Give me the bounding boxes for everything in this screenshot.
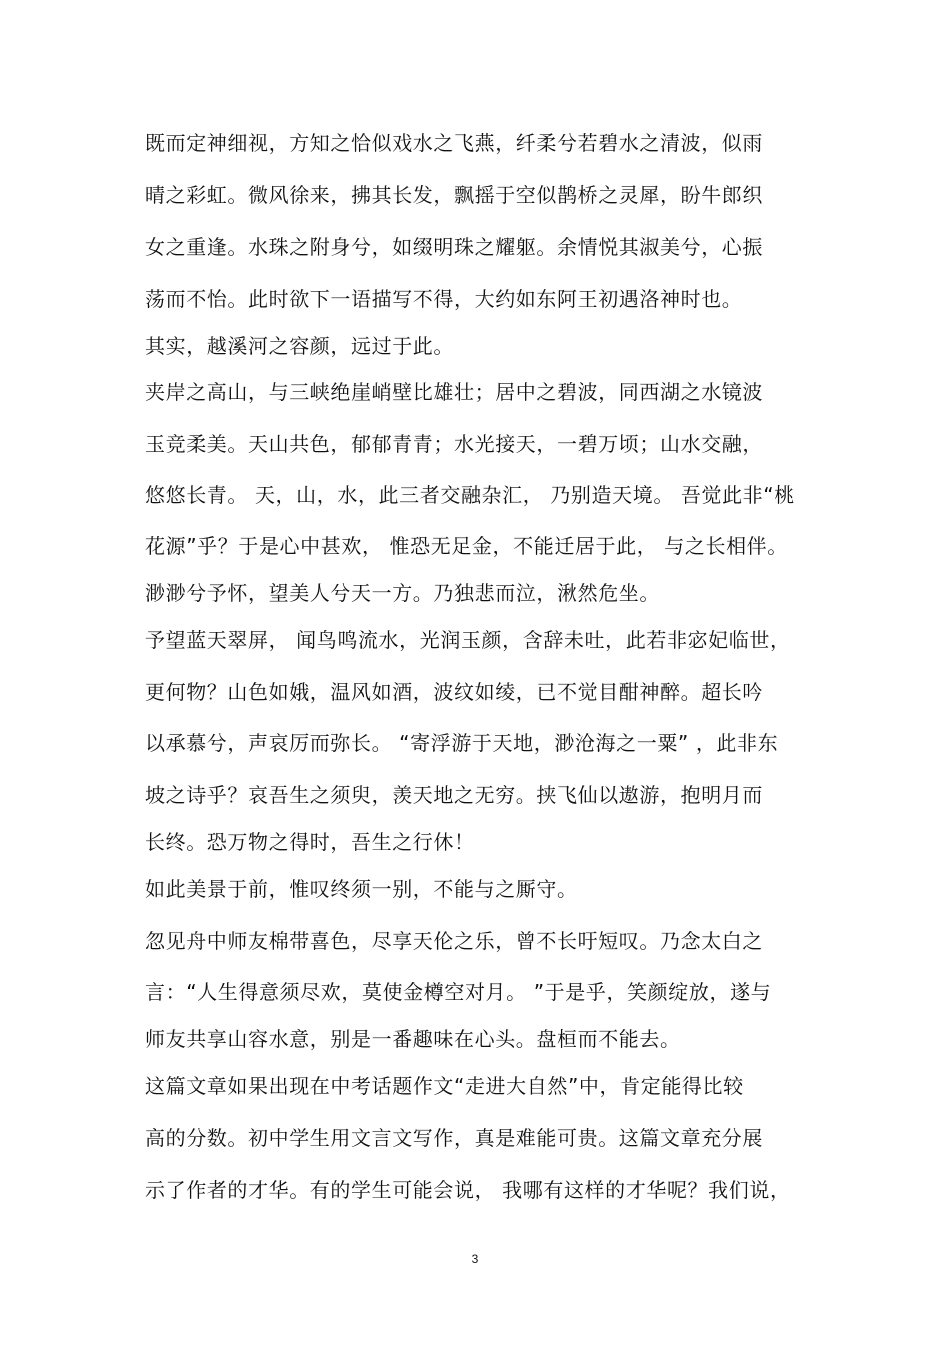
text-line: 玉竞柔美。天山共色，郁郁青青；水光接天，一碧万顷；山水交融， bbox=[145, 432, 763, 456]
text-line: 既而定神细视，方知之恰似戏水之飞燕，纤柔兮若碧水之清波，似雨 bbox=[145, 131, 763, 155]
text-line: 其实，越溪河之容颜，远过于此。 bbox=[145, 334, 454, 358]
text-line: 花源”乎？于是心中甚欢， 惟恐无足金，不能迁居于此， 与之长相伴。 bbox=[145, 534, 788, 558]
text-line: 坡之诗乎？哀吾生之须臾，羡天地之无穷。挟飞仙以遨游，抱明月而 bbox=[145, 783, 763, 807]
text-line: 高的分数。初中学生用文言文写作，真是难能可贵。这篇文章充分展 bbox=[145, 1126, 763, 1150]
text-line: 忽见舟中师友棉带喜色，尽享天伦之乐，曾不长吁短叹。乃念太白之 bbox=[145, 929, 763, 953]
text-line: 师友共享山容水意，别是一番趣味在心头。盘桓而不能去。 bbox=[145, 1027, 681, 1051]
text-line: 悠悠长青。 天，山，水，此三者交融杂汇， 乃别造天境。 吾觉此非“桃 bbox=[145, 483, 795, 507]
text-line: 言：“人生得意须尽欢，莫使金樽空对月。 ”于是乎，笑颜绽放，遂与 bbox=[145, 980, 772, 1004]
text-line: 长终。恐万物之得时，吾生之行休！ bbox=[145, 830, 475, 854]
text-line: 如此美景于前，惟叹终须一别，不能与之厮守。 bbox=[145, 877, 578, 901]
text-line: 夹岸之高山，与三峡绝崖峭壁比雄壮；居中之碧波，同西湖之水镜波 bbox=[145, 380, 763, 404]
text-line: 以承慕兮，声哀厉而弥长。 “寄浮游于天地，渺沧海之一粟” ，此非东 bbox=[145, 731, 779, 755]
text-line: 予望蓝天翠屏， 闻鸟鸣流水，光润玉颜，含辞未吐，此若非宓妃临世， bbox=[145, 628, 791, 652]
text-line: 示了作者的才华。有的学生可能会说， 我哪有这样的才华呢？我们说， bbox=[145, 1178, 791, 1202]
text-line: 这篇文章如果出现在中考话题作文“走进大自然”中，肯定能得比较 bbox=[145, 1074, 744, 1098]
text-line: 荡而不怡。此时欲下一语描写不得，大约如东阿王初遇洛神时也。 bbox=[145, 287, 743, 311]
page-number: 3 bbox=[471, 1252, 479, 1266]
text-line: 女之重逢。水珠之附身兮，如缀明珠之耀躯。余情悦其淑美兮，心振 bbox=[145, 235, 763, 259]
text-line: 渺渺兮予怀，望美人兮天一方。乃独悲而泣，湫然危坐。 bbox=[145, 581, 660, 605]
text-line: 晴之彩虹。微风徐来，拂其长发，飘摇于空似鹊桥之灵犀，盼牛郎织 bbox=[145, 183, 763, 207]
text-line: 更何物？山色如娥，温风如酒，波纹如绫，已不觉目酣神醉。超长吟 bbox=[145, 680, 763, 704]
